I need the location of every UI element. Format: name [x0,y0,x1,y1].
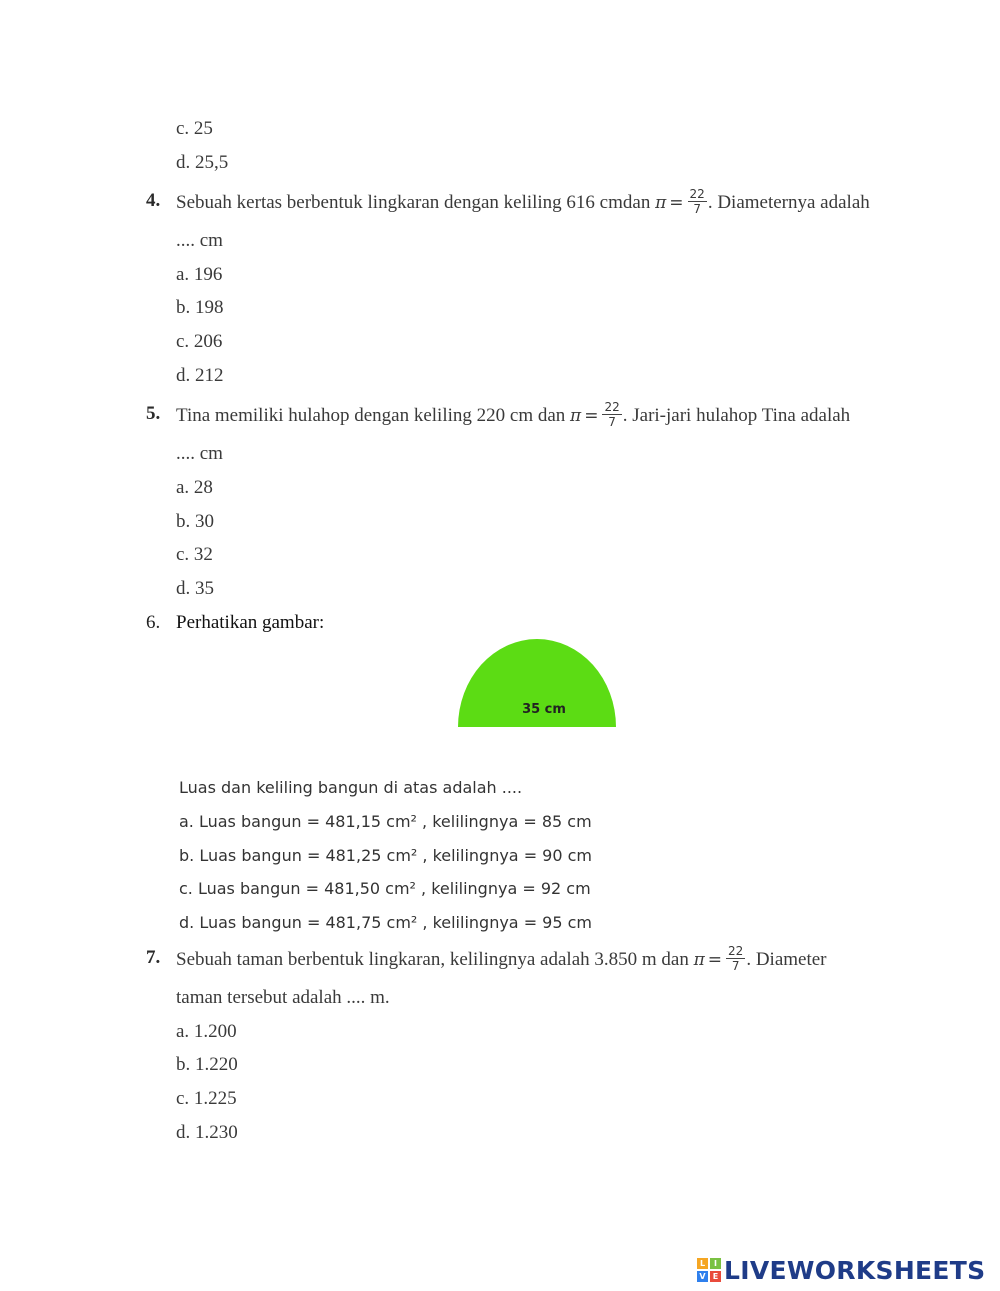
question-5-option-d: d. 35 [176,578,214,599]
question-5-text [176,402,850,431]
question-5-text-before: Tina memiliki hulahop dengan keliling 220 cm dan [176,404,566,426]
question-5-continuation: .... cm [176,443,223,464]
fraction-denominator: 7 [608,415,616,429]
fraction-denominator: 7 [693,202,701,216]
question-7-option-a: a. 1.200 [176,1021,237,1042]
fraction-22-7 [602,400,621,429]
question-4-option-b: b. 198 [176,297,224,318]
question-4-option-a: a. 196 [176,264,223,285]
question-4-continuation: .... cm [176,230,223,251]
semicircle-label: 35 cm [522,702,566,717]
equals-sign: = [584,405,599,426]
pi-symbol: π [693,949,705,970]
logo-blocks-icon [697,1258,721,1282]
question-7-number: 7. [146,947,161,968]
question-4-option-d: d. 212 [176,365,224,386]
liveworksheets-logo[interactable] [697,1255,985,1285]
fraction-numerator: 22 [604,400,620,414]
question-5-text-after: . Jari-jari hulahop Tina adalah [622,404,851,426]
fraction-22-7 [726,944,745,973]
logo-block-v: V [697,1271,708,1282]
question-7-text-before: Sebuah taman berbentuk lingkaran, kelilingnya adalah 3.850 m dan [176,948,689,970]
question-6-title: Perhatikan gambar: [176,612,325,633]
question-7-text [176,946,827,975]
question-6-option-d: d. Luas bangun = 481,75 cm² , kelilingnya = 95 cm [179,913,593,932]
question-4-text [176,189,870,218]
question-6-option-c: c. Luas bangun = 481,50 cm² , kelilingnya = 92 cm [179,879,591,898]
question-4-number: 4. [146,190,161,211]
logo-block-e: E [710,1271,721,1282]
question-7-continuation: taman tersebut adalah .... m. [176,987,390,1008]
question-5-option-a: a. 28 [176,477,213,498]
question-7-option-b: b. 1.220 [176,1054,238,1075]
fraction-22-7 [688,187,707,216]
logo-text: LIVEWORKSHEETS [724,1255,986,1285]
semicircle-figure [457,638,617,730]
question-7-option-d: d. 1.230 [176,1122,238,1143]
equals-sign: = [669,192,684,213]
question-6-option-b: b. Luas bangun = 481,25 cm² , kelilingnya = 90 cm [179,846,593,865]
equals-sign: = [707,949,723,970]
question-5-option-c: c. 32 [176,544,213,565]
question-4-text-after: . Diameternya adalah [707,191,870,213]
option-d-prev: d. 25,5 [176,152,229,173]
fraction-numerator: 22 [689,187,705,201]
question-4-text-before: Sebuah kertas berbentuk lingkaran dengan keliling 616 cmdan [176,191,651,213]
pi-symbol: π [570,405,582,426]
fraction-numerator: 22 [728,944,744,958]
question-7-text-after: . Diameter [746,948,827,970]
question-5-number: 5. [146,403,161,424]
logo-block-i: I [710,1258,721,1269]
question-4-option-c: c. 206 [176,331,223,352]
pi-symbol: π [655,192,667,213]
fraction-denominator: 7 [731,959,740,973]
question-6-option-a: a. Luas bangun = 481,15 cm² , kelilingnya = 85 cm [179,812,592,831]
question-6-prompt: Luas dan keliling bangun di atas adalah .... [179,778,523,797]
question-7-option-c: c. 1.225 [176,1088,237,1109]
option-c-prev: c. 25 [176,118,213,139]
question-6-number: 6. [146,612,161,633]
question-5-option-b: b. 30 [176,511,214,532]
logo-block-l: L [697,1258,708,1269]
